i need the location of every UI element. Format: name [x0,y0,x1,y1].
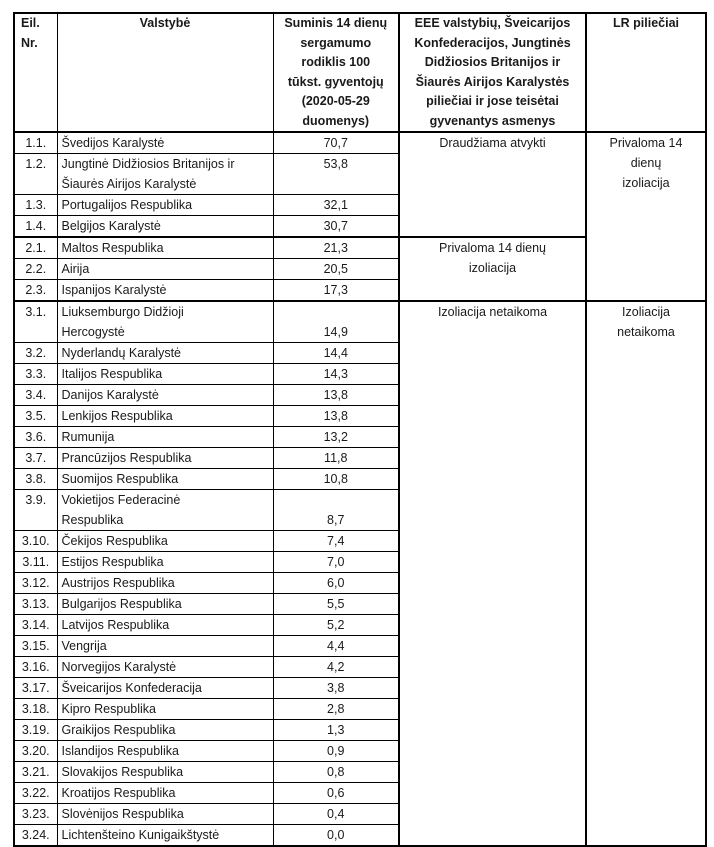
incidence-rate-value: 0,9 [273,741,399,762]
country-name: Islandijos Respublika [57,741,273,762]
row-number: 2.1. [14,237,57,259]
country-name: Kroatijos Respublika [57,783,273,804]
table-header-row [14,13,706,132]
country-name: Airija [57,259,273,280]
country-name: Graikijos Respublika [57,720,273,741]
country-name: Kipro Respublika [57,699,273,720]
row-number: 3.9. [14,490,57,531]
row-number: 2.2. [14,259,57,280]
country-name: Lichtenšteino Kunigaikštystė [57,825,273,847]
header-country: Valstybė [57,13,273,132]
eea-citizens-rule: Privaloma 14 dienų izoliacija [399,237,586,301]
country-name: Maltos Respublika [57,237,273,259]
row-number: 3.18. [14,699,57,720]
incidence-rate-value: 4,2 [273,657,399,678]
incidence-rate-value: 3,8 [273,678,399,699]
country-name: Šveicarijos Konfederacija [57,678,273,699]
country-name: Liuksemburgo Didžioji Hercogystė [57,301,273,343]
row-number: 1.1. [14,132,57,154]
header-incidence-rate: Suminis 14 dienų sergamumo rodiklis 100 tūkst. gyventojų (2020-05-29 duomenys) [273,13,399,132]
incidence-rate-value: 32,1 [273,195,399,216]
lt-citizens-rule: Privaloma 14 dienų izoliacija [586,132,706,301]
row-number: 3.21. [14,762,57,783]
row-number: 3.5. [14,406,57,427]
row-number: 1.3. [14,195,57,216]
row-number: 3.17. [14,678,57,699]
row-number: 3.7. [14,448,57,469]
country-name: Austrijos Respublika [57,573,273,594]
country-name: Portugalijos Respublika [57,195,273,216]
header-eea-citizens: EEE valstybių, Šveicarijos Konfederacijos, Jungtinės Didžiosios Britanijos ir Šiaurės Airijos Karalystės piliečiai ir jose teisėtai gyvenantys asmenys [399,13,586,132]
incidence-rate-value: 13,2 [273,427,399,448]
row-number: 3.22. [14,783,57,804]
country-name: Danijos Karalystė [57,385,273,406]
country-name: Švedijos Karalystė [57,132,273,154]
country-name: Belgijos Karalystė [57,216,273,238]
header-lt-citizens: LR piliečiai [586,13,706,132]
incidence-rate-value: 0,4 [273,804,399,825]
country-name: Rumunija [57,427,273,448]
incidence-rate-value: 13,8 [273,385,399,406]
row-number: 3.15. [14,636,57,657]
row-number: 3.13. [14,594,57,615]
row-number: 3.16. [14,657,57,678]
country-name: Latvijos Respublika [57,615,273,636]
row-number: 3.12. [14,573,57,594]
country-name: Lenkijos Respublika [57,406,273,427]
incidence-rate-value: 13,8 [273,406,399,427]
row-number: 3.11. [14,552,57,573]
incidence-rate-value: 14,4 [273,343,399,364]
incidence-rate-value: 5,5 [273,594,399,615]
row-number: 3.20. [14,741,57,762]
lt-citizens-rule: Izoliacija netaikoma [586,301,706,846]
row-number: 3.10. [14,531,57,552]
incidence-rate-value: 70,7 [273,132,399,154]
incidence-rate-value: 17,3 [273,280,399,302]
eea-citizens-rule: Draudžiama atvykti [399,132,586,237]
row-number: 3.14. [14,615,57,636]
incidence-rate-value: 53,8 [273,154,399,195]
eea-citizens-rule: Izoliacija netaikoma [399,301,586,846]
country-name: Italijos Respublika [57,364,273,385]
incidence-rate-value: 4,4 [273,636,399,657]
row-number: 3.19. [14,720,57,741]
country-name: Ispanijos Karalystė [57,280,273,302]
table-row [14,301,706,343]
incidence-rate-value: 8,7 [273,490,399,531]
country-name: Nyderlandų Karalystė [57,343,273,364]
country-name: Estijos Respublika [57,552,273,573]
table-body [14,132,706,846]
incidence-rate-value: 0,0 [273,825,399,847]
travel-rules-table [13,12,707,847]
row-number: 3.1. [14,301,57,343]
incidence-rate-value: 10,8 [273,469,399,490]
row-number: 3.8. [14,469,57,490]
row-number: 3.3. [14,364,57,385]
incidence-rate-value: 14,9 [273,301,399,343]
incidence-rate-value: 0,8 [273,762,399,783]
country-name: Bulgarijos Respublika [57,594,273,615]
incidence-rate-value: 7,0 [273,552,399,573]
row-number: 3.2. [14,343,57,364]
row-number: 3.23. [14,804,57,825]
incidence-rate-value: 21,3 [273,237,399,259]
row-number: 3.24. [14,825,57,847]
table-row [14,132,706,154]
incidence-rate-value: 5,2 [273,615,399,636]
country-name: Slovėnijos Respublika [57,804,273,825]
incidence-rate-value: 6,0 [273,573,399,594]
header-row-number: Eil. Nr. [14,13,57,132]
incidence-rate-value: 30,7 [273,216,399,238]
incidence-rate-value: 20,5 [273,259,399,280]
country-name: Suomijos Respublika [57,469,273,490]
row-number: 2.3. [14,280,57,302]
incidence-rate-value: 14,3 [273,364,399,385]
country-name: Čekijos Respublika [57,531,273,552]
incidence-rate-value: 7,4 [273,531,399,552]
country-name: Norvegijos Karalystė [57,657,273,678]
country-name: Slovakijos Respublika [57,762,273,783]
incidence-rate-value: 2,8 [273,699,399,720]
row-number: 3.6. [14,427,57,448]
country-name: Vokietijos Federacinė Respublika [57,490,273,531]
incidence-rate-value: 0,6 [273,783,399,804]
incidence-rate-value: 11,8 [273,448,399,469]
country-name: Prancūzijos Respublika [57,448,273,469]
row-number: 3.4. [14,385,57,406]
incidence-rate-value: 1,3 [273,720,399,741]
country-name: Jungtinė Didžiosios Britanijos ir Šiaurės Airijos Karalystė [57,154,273,195]
country-name: Vengrija [57,636,273,657]
row-number: 1.2. [14,154,57,195]
row-number: 1.4. [14,216,57,238]
